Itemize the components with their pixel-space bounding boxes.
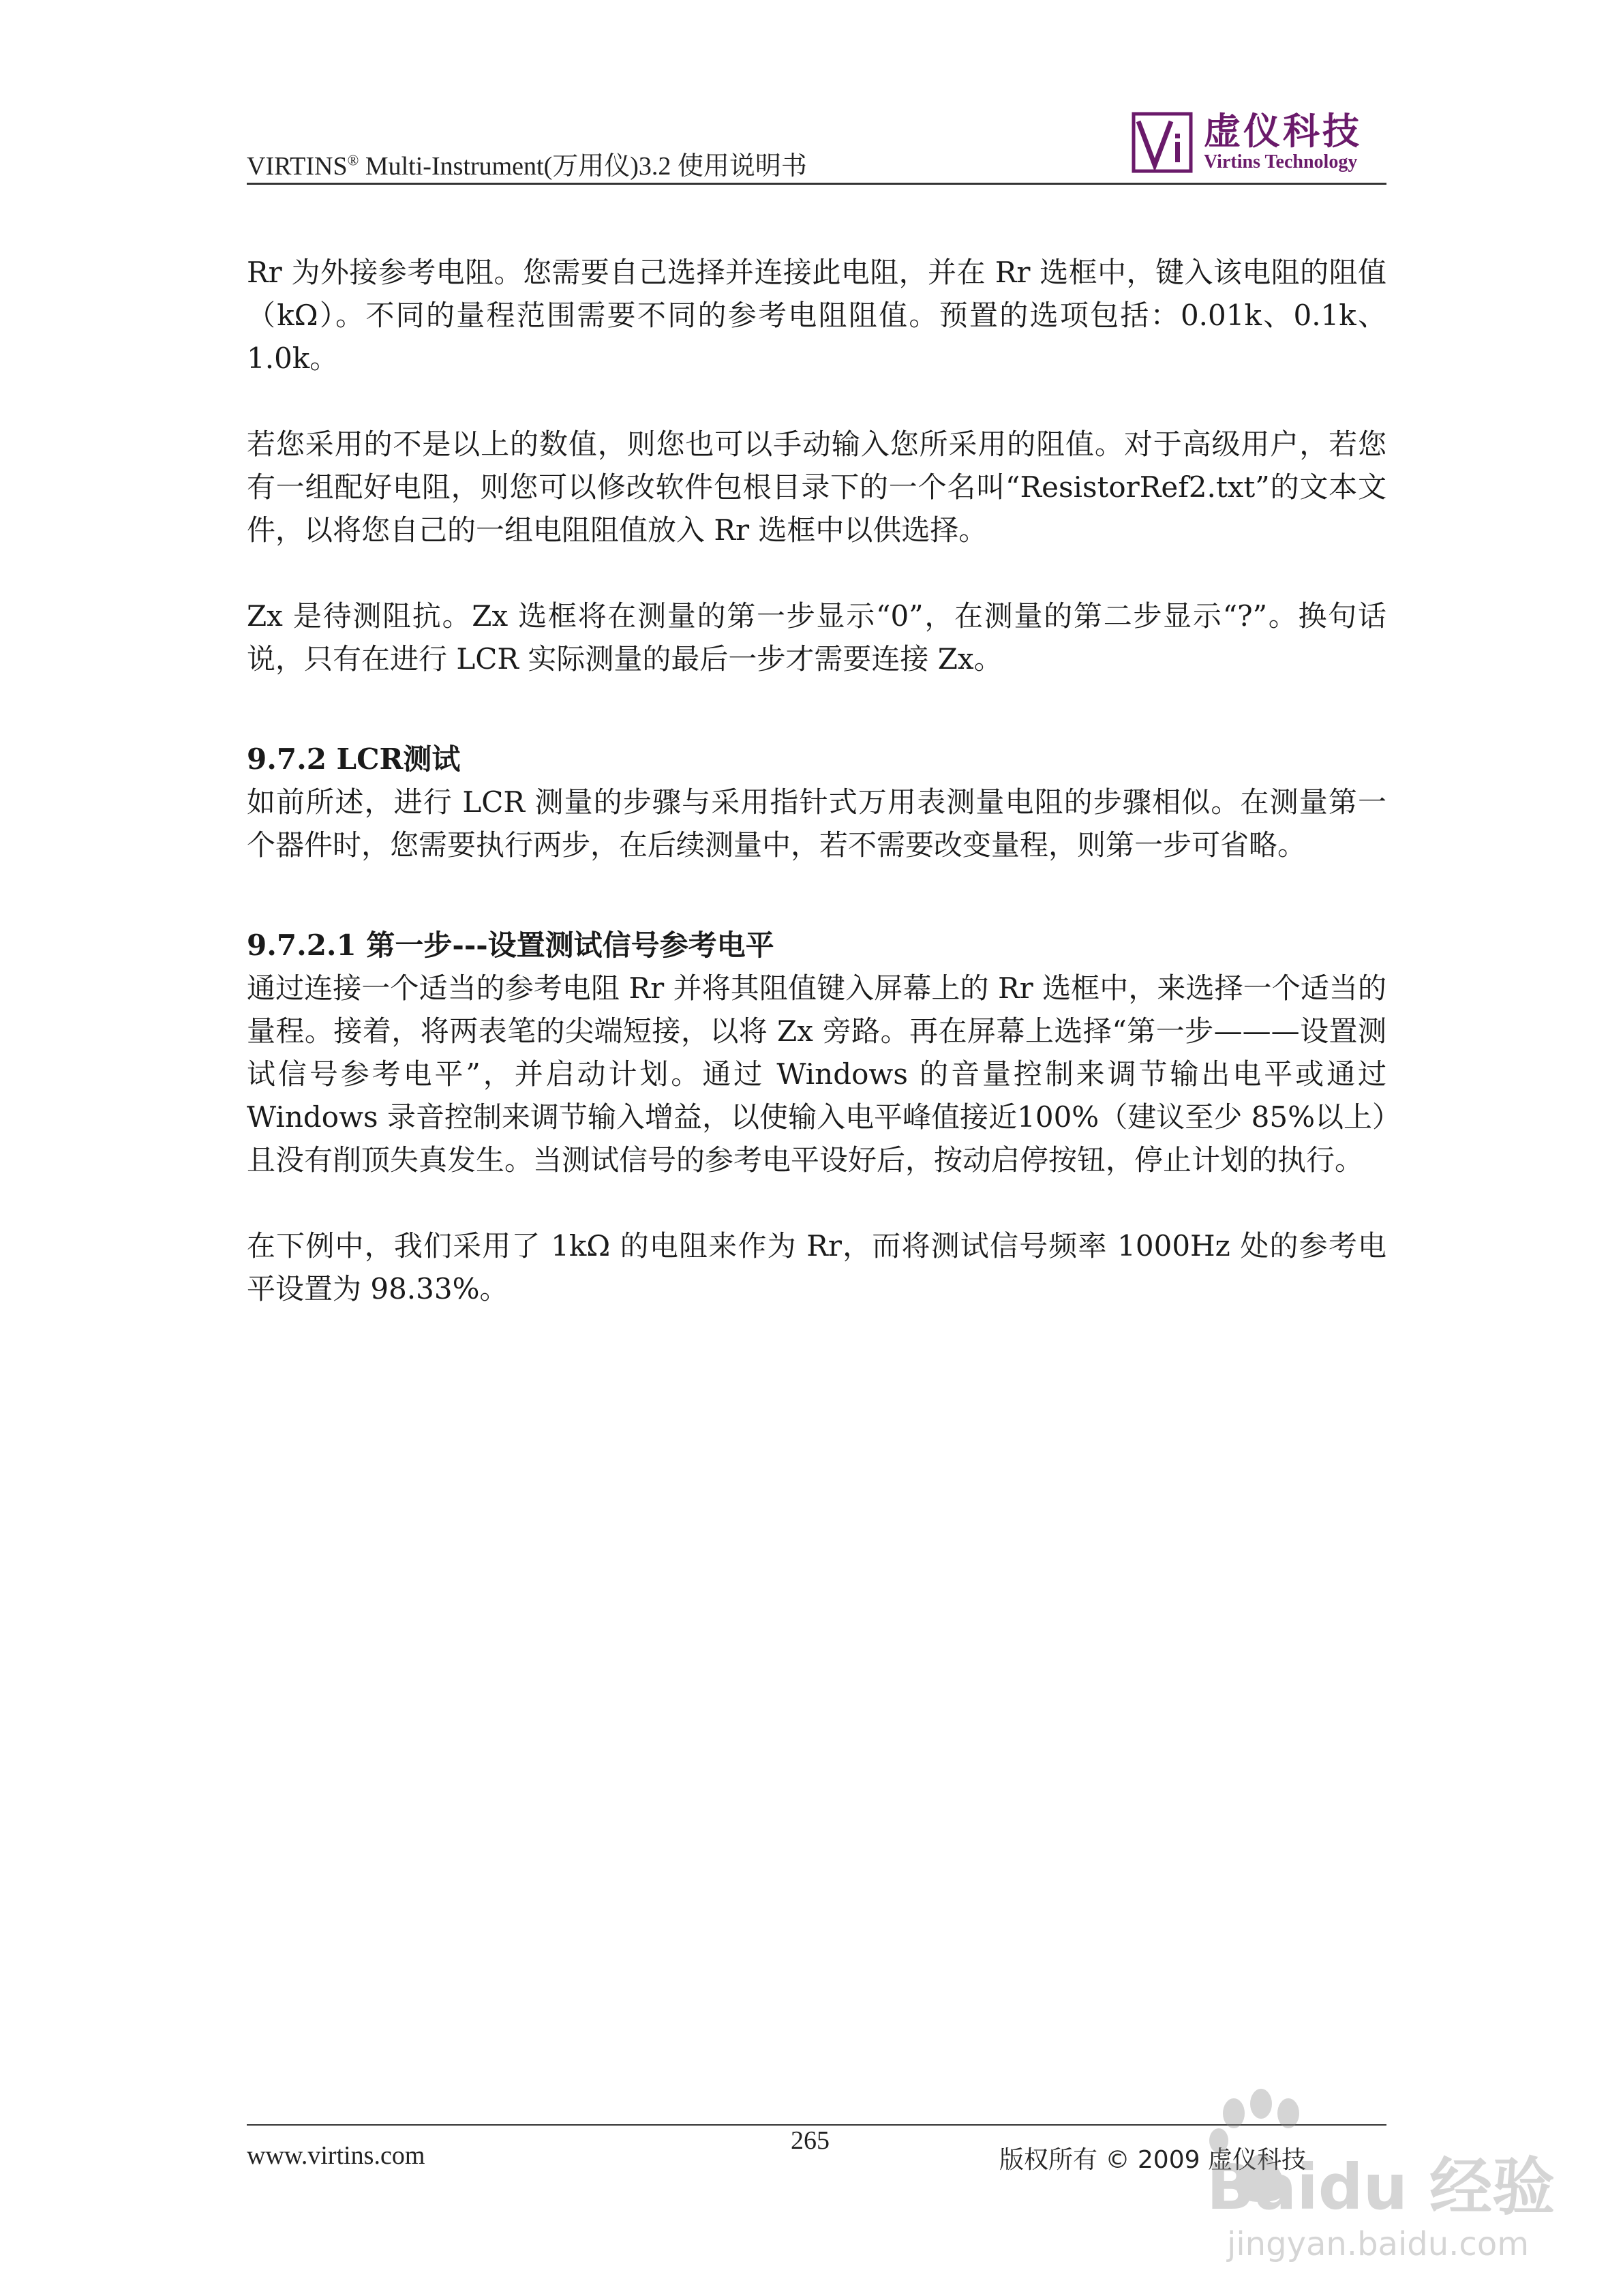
registered-mark: ® <box>347 151 359 169</box>
virtins-logo-icon <box>1132 112 1193 173</box>
subsection-heading-step-one: 9.7.2.1 第一步---设置测试信号参考电平 <box>247 928 774 962</box>
section-heading-lcr-test: 9.7.2 LCR测试 <box>247 742 461 776</box>
paragraph-lcr-intro: 如前所述，进行 LCR 测量的步骤与采用指针式万用表测量电阻的步骤相似。在测量第一个器件时，您需要执行两步，在后续测量中，若不需要改变量程，则第一步可省略。 <box>247 785 1386 862</box>
header-divider <box>247 183 1386 185</box>
logo-english-name: Virtins Technology <box>1204 151 1358 172</box>
footer-website-link[interactable]: www.virtins.com <box>247 2141 425 2170</box>
watermark-url: jingyan.baidu.com <box>1227 2225 1529 2263</box>
page-body <box>247 251 1386 1353</box>
baidu-jingyan-watermark <box>1159 2072 1595 2277</box>
paragraph-example: 在下例中，我们采用了 1kΩ 的电阻来作为 Rr，而将测试信号频率 1000Hz 处的参考电平设置为 98.33%。 <box>247 1229 1386 1305</box>
page-number: 265 <box>791 2126 830 2155</box>
paragraph-zx: Zx 是待测阻抗。Zx 选框将在测量的第一步显示“0”，在测量的第二步显示“?”。换句话说，只有在进行 LCR 实际测量的最后一步才需要连接 Zx。 <box>247 599 1386 676</box>
company-logo <box>1132 102 1397 177</box>
paragraph-custom-resistor: 若您采用的不是以上的数值，则您也可以手动输入您所采用的阻值。对于高级用户，若您有一组配好电阻，则您可以修改软件包根目录下的一个名叫“ResistorRef2.txt”的文本文件，以将您自己的一组电阻阻值放入 Rr 选框中以供选择。 <box>247 427 1386 547</box>
watermark-brand: Baidu 经验 <box>1207 2151 1556 2224</box>
header-title-suffix: Multi-Instrument(万用仪)3.2 使用说明书 <box>359 152 807 181</box>
paragraph-rr: Rr 为外接参考电阻。您需要自己选择并连接此电阻，并在 Rr 选框中，键入该电阻的阻值（kΩ）。不同的量程范围需要不同的参考电阻阻值。预置的选项包括：0.01k、0.1k、1.0k。 <box>247 256 1386 375</box>
header-title-prefix: VIRTINS <box>247 152 348 181</box>
logo-chinese-name: 虚仪科技 <box>1204 110 1362 153</box>
footer-copyright: 版权所有 © 2009 虚仪科技 <box>999 2146 1306 2174</box>
document-header-title <box>247 145 807 182</box>
paragraph-step-one: 通过连接一个适当的参考电阻 Rr 并将其阻值键入屏幕上的 Rr 选框中，来选择一个适当的量程。接着，将两表笔的尖端短接，以将 Zx 旁路。再在屏幕上选择“第一步———设置测试信号参考电平”，并启动计划。通过 Windows 的音量控制来调节输出电平或通过 Windows 录音控制来调节输入增益，以使输入电平峰值接近100%（建议至少 85%以上）且没有削顶失真发生。当测试信号的参考电平设好后，按动启停按钮，停止计划的执行。 <box>247 971 1386 1177</box>
